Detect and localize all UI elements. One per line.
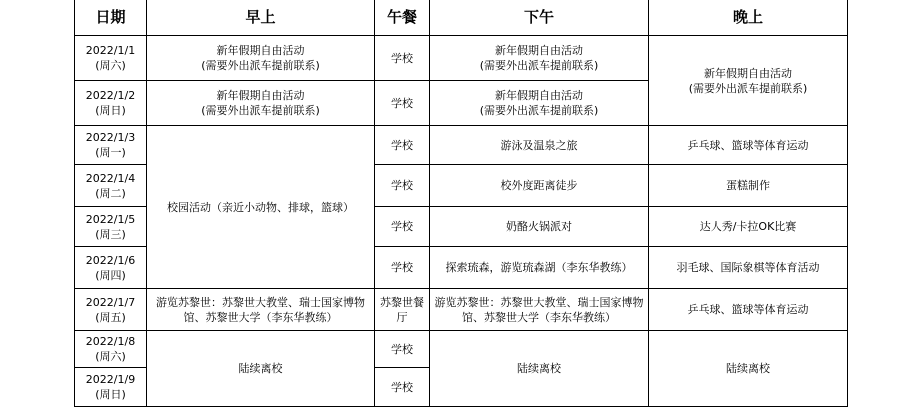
date-cell: 2022/1/2 (周日) [75,81,147,126]
date-cell: 2022/1/6 (周四) [75,247,147,289]
lunch-cell: 学校 [375,207,430,247]
afternoon-cell: 游览苏黎世：苏黎世大教堂、瑞士国家博物 馆、苏黎世大学（李东华教练） [430,289,649,331]
morning-cell: 游览苏黎世：苏黎世大教堂、瑞士国家博物 馆、苏黎世大学（李东华教练） [147,289,375,331]
evening-cell-merged: 新年假期自由活动 (需要外出派车提前联系) [649,36,848,126]
evening-cell: 乒乓球、篮球等体育运动 [649,289,848,331]
afternoon-cell: 探索琉森，游览琉森湖（李东华教练） [430,247,649,289]
lunch-cell: 学校 [375,36,430,81]
date-cell: 2022/1/7 (周五) [75,289,147,331]
header-afternoon: 下午 [430,0,649,36]
date-cell: 2022/1/5 (周三) [75,207,147,247]
table-row [75,331,848,368]
evening-cell: 达人秀/卡拉OK比赛 [649,207,848,247]
date-cell: 2022/1/3 (周一) [75,126,147,165]
evening-cell-merged: 陆续离校 [649,331,848,407]
evening-cell: 蛋糕制作 [649,165,848,207]
header-evening: 晚上 [649,0,848,36]
date-cell: 2022/1/9 (周日) [75,368,147,407]
afternoon-cell: 新年假期自由活动 (需要外出派车提前联系) [430,36,649,81]
date-cell: 2022/1/4 (周二) [75,165,147,207]
table-row [75,126,848,165]
lunch-cell: 学校 [375,165,430,207]
lunch-cell: 学校 [375,126,430,165]
afternoon-cell: 奶酪火锅派对 [430,207,649,247]
evening-cell: 乒乓球、篮球等体育运动 [649,126,848,165]
morning-cell: 新年假期自由活动 (需要外出派车提前联系) [147,36,375,81]
afternoon-cell: 校外度距离徒步 [430,165,649,207]
table-row [75,289,848,331]
morning-cell: 新年假期自由活动 (需要外出派车提前联系) [147,81,375,126]
lunch-cell: 学校 [375,247,430,289]
morning-cell-merged: 校园活动（亲近小动物、排球，篮球） [147,126,375,289]
evening-cell: 羽毛球、国际象棋等体育活动 [649,247,848,289]
table-row [75,36,848,81]
schedule-table [74,0,848,407]
header-lunch: 午餐 [375,0,430,36]
lunch-cell: 学校 [375,81,430,126]
header-date: 日期 [75,0,147,36]
morning-cell-merged: 陆续离校 [147,331,375,407]
afternoon-cell-merged: 陆续离校 [430,331,649,407]
afternoon-cell: 游泳及温泉之旅 [430,126,649,165]
header-row [75,0,848,36]
date-cell: 2022/1/1 (周六) [75,36,147,81]
lunch-cell: 学校 [375,331,430,368]
date-cell: 2022/1/8 (周六) [75,331,147,368]
lunch-cell: 学校 [375,368,430,407]
header-morning: 早上 [147,0,375,36]
lunch-cell: 苏黎世餐 厅 [375,289,430,331]
afternoon-cell: 新年假期自由活动 (需要外出派车提前联系) [430,81,649,126]
